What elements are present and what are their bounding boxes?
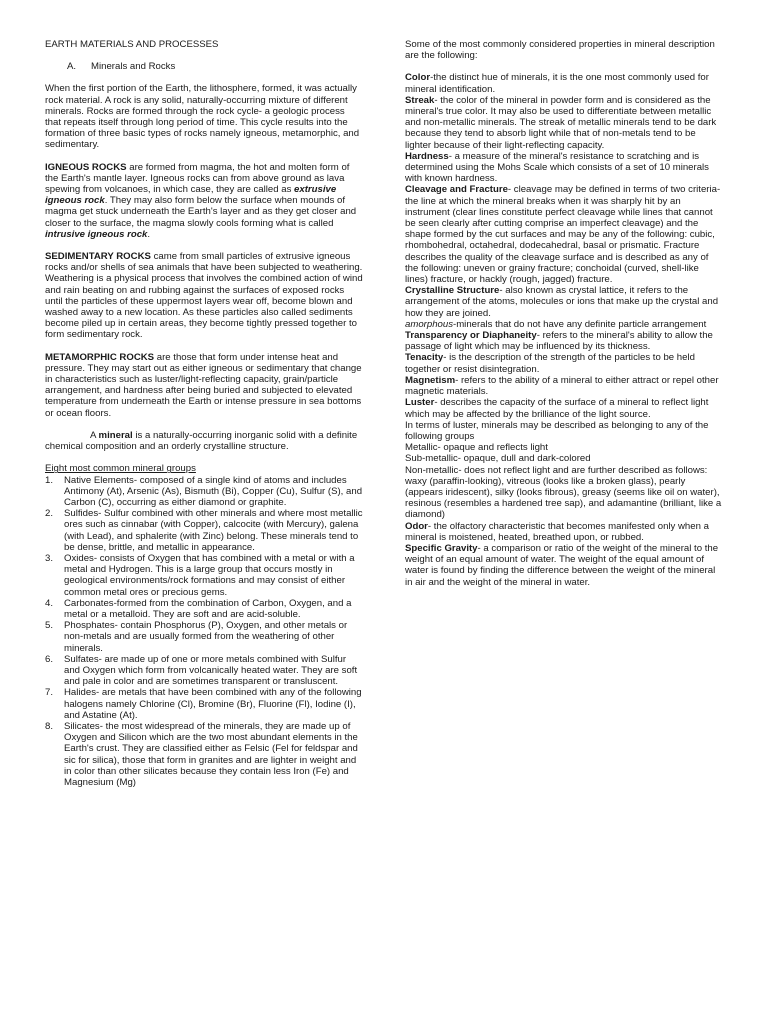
property-text: - a comparison or ratio of the weight of the mineral to the weight of an equal amount of water. The weight of the equal amount of water is found by finding the difference between the weight of the mineral in air and the weight of the mineral in water. <box>405 542 719 588</box>
sedimentary-term: SEDIMENTARY ROCKS <box>45 251 151 263</box>
properties-list <box>405 72 723 587</box>
property-text: - cleavage may be defined in terms of two criteria- the line at which the mineral breaks when it was sharply hit by an instrument (clear lines constitute perfect cleavage while lines that cannot be seen clearly after cutting comprise an imperfect cleavage) and the shape formed by the cut surfaces and may be any of the following: cubic, rhombohedral, octahedral, dodecahedral, basal or prismatic. Fracture describes the quality of the cleavage surface and is described as any of the following: uneven or grainy fracture; conchoidal (curved, shell-like lines) fracture, or hackly (rough, jagged) fracture. <box>405 184 721 286</box>
left-column <box>45 39 363 788</box>
property-term: Tenacity <box>405 352 444 364</box>
amorphous-note <box>405 319 723 330</box>
property-text: - also known as crystal lattice, it refers to the arrangement of the atoms, molecules or ions that make up the crystal and how they are joined. <box>405 285 719 319</box>
mineral-text: is a naturally-occurring inorganic solid with a definite chemical composition and an orderly crystalline structure. <box>45 429 358 453</box>
list-number: 5. <box>45 620 54 632</box>
list-item <box>45 508 363 553</box>
igneous-text-3: . <box>147 228 151 240</box>
amorphous-term: amorphous <box>405 318 453 330</box>
luster-groups-intro: In terms of luster, minerals may be described as belonging to any of the following groups <box>405 419 709 442</box>
list-number: 2. <box>45 508 54 520</box>
property-text: - the olfactory characteristic that becomes manifested only when a mineral is moistened, heated, breathed upon, or rubbed. <box>405 520 709 543</box>
section-letter: A. <box>67 61 77 73</box>
property-text: - a measure of the mineral's resistance to scratching and is determined using the Mohs Scale which consists of a set of 10 minerals with known hardness. <box>405 150 709 185</box>
section-heading <box>67 61 363 72</box>
intro-paragraph: When the first portion of the Earth, the lithosphere, formed, it was actually rock material. A rock is any solid, naturally-occurring mixture of different minerals. Rocks are formed through the rock cycle- a geologic process that repeats itself through long period of time. This cycle results into the formation of three basic types of rocks namely igneous, metamorphic, and sedimentary. <box>45 83 360 151</box>
sedimentary-text: came from small particles of extrusive igneous rocks and/or shells of sea animals that have been subjected to weathering. Weathering is a physical process that involves the combined action of wind and rain beating on and rubbing against the surfaces of exposed rocks until the particles of these uppermost layers wear off, become blown and washed away to a new location. As these particles also called sediments become piled up in certain areas, they become tightly pressed together to form sedimentary rock. <box>45 251 363 341</box>
list-item <box>45 553 363 598</box>
igneous-term: IGNEOUS ROCKS <box>45 161 127 173</box>
section-title: Minerals and Rocks <box>91 61 176 73</box>
property-hardness <box>405 151 723 185</box>
metamorphic-text: are those that form under intense heat and pressure. They may start out as either igneous or sedimentary that change in characteristics such as luster/light-reflecting capacity, grain/particle arrangement, and hardness after being buried and subjected to elevated temperature from underneath the Earth or intense pressure in sea bottoms or ocean floors. <box>45 351 362 419</box>
property-term: Specific Gravity <box>405 542 478 554</box>
mineral-definition <box>45 430 363 452</box>
list-item <box>45 598 363 620</box>
intrusive-term: intrusive igneous rock <box>45 228 148 240</box>
list-item-text: Silicates- the most widespread of the minerals, they are made up of Oxygen and Silicon which are the two most abundant elements in the Earth's crust. They are classified either as Felsic (Fel for feldspar and sic for silica), those that form in granites and are lighter in weight and in color than other silicates because they contain less Iron (Fe) and Magnesium (Mg) <box>64 720 358 788</box>
mineral-pre: A <box>90 429 99 441</box>
property-term: Streak <box>405 94 435 106</box>
list-item-text: Native Elements- composed of a single kind of atoms and includes Antimony (At), Arsenic (As), Bismuth (Bi), Copper (Cu), Sulfur (S), and Carbon (C), occurring as either diamond or graphite. <box>64 474 363 508</box>
list-number: 7. <box>45 687 54 699</box>
amorphous-text: -minerals that do not have any definite particle arrangement <box>453 318 707 330</box>
property-term: Hardness <box>405 150 449 162</box>
igneous-paragraph <box>45 162 363 240</box>
property-term: Crystalline Structure <box>405 285 500 297</box>
property-magnetism <box>405 375 723 397</box>
property-luster <box>405 397 723 419</box>
document-title: EARTH MATERIALS AND PROCESSES <box>45 39 219 50</box>
list-item-text: Oxides- consists of Oxygen that has combined with a metal or with a metal and Hydrogen. This is a large group that occurs mostly in geological environments/rock formations and may consist of either common metal ores or precious gems. <box>64 552 355 598</box>
property-text: - describes the capacity of the surface of a mineral to reflect light which may be affected by the brilliance of the light source. <box>405 397 709 420</box>
property-color <box>405 72 723 94</box>
list-item-text: Carbonates-formed from the combination of Carbon, Oxygen, and a metal or a metalloid. They are soft and are acid-soluble. <box>64 597 352 620</box>
igneous-text-1: are formed from magma, the hot and molten form of the Earth's mantle layer. Igneous rocks can from above ground as lava spewing from volcanoes, in which case, they are called as <box>45 161 350 196</box>
extrusive-term: extrusive igneous rock <box>45 184 337 207</box>
property-term: Color <box>405 72 431 84</box>
list-item <box>45 620 363 654</box>
mineral-groups-list <box>45 475 363 789</box>
luster-sub-metallic: Sub-metallic- opaque, dull and dark-colored <box>405 453 591 465</box>
property-term: Cleavage and Fracture <box>405 184 508 196</box>
list-number: 6. <box>45 653 54 665</box>
list-item-text: Sulfides- Sulfur combined with other minerals and where most metallic ores such as cinnabar (with Copper), calcocite (with Mercury), galena (with Lead), and sphalerite (with Zinc) belong. These minerals tend to be dense, brittle, and metallic in appearance. <box>64 508 363 553</box>
list-number: 4. <box>45 597 54 609</box>
metamorphic-paragraph <box>45 352 363 419</box>
list-item-text: Halides- are metals that have been combined with any of the following halogens namely Chlorine (Cl), Bromine (Br), Fluorine (Fl), Iodine (I), and Astatine (At). <box>64 687 362 721</box>
property-text: - is the description of the strength of the particles to be held together or resist disintegration. <box>405 352 695 375</box>
property-crystalline <box>405 285 723 319</box>
property-text: - refers to the ability of a mineral to either attract or repel other magnetic materials. <box>405 374 719 398</box>
property-term: Magnetism <box>405 374 456 386</box>
list-item-text: Phosphates- contain Phosphorus (P), Oxygen, and other metals or non-metals and are usually formed from the weathering of other minerals. <box>64 620 348 654</box>
list-item <box>45 687 363 721</box>
property-term: Odor <box>405 520 428 532</box>
igneous-text-2: . They may also form below the surface when mounds of magma get stuck underneath the Earth's layer and as they get closer and closer to the surface, the magma slowly cools forming what is called <box>45 195 357 229</box>
luster-non-metallic: Non-metallic- does not reflect light and are further described as follows: waxy (paraffin-looking), vitreous (looks like a broken glass), pearly (appears iridescent), silky (looks fibrous), greasy (seems like oil on water), resinous (resembles a hardened tree sap), and adamantine (brilliant, like a diamond) <box>405 464 722 521</box>
property-text: -the distinct hue of minerals, it is the one most commonly used for mineral identification. <box>405 72 709 95</box>
list-item-text: Sulfates- are made up of one or more metals combined with Sulfur and Oxygen which form from volcanically heated water. They are soft and pale in color and are sometimes transparent or transluscent. <box>64 653 358 688</box>
property-text: - refers to the mineral's ability to allow the passage of light which may be influenced by its thickness. <box>405 330 713 353</box>
property-transparency <box>405 330 723 352</box>
list-number: 1. <box>45 474 54 486</box>
property-streak <box>405 95 723 151</box>
sedimentary-paragraph <box>45 251 363 341</box>
right-column <box>405 39 723 588</box>
list-item <box>45 475 363 509</box>
list-number: 8. <box>45 720 54 732</box>
properties-intro: Some of the most commonly considered properties in mineral description are the following: <box>405 39 715 62</box>
mineral-term: mineral <box>98 429 133 441</box>
luster-metallic: Metallic- opaque and reflects light <box>405 442 548 454</box>
property-term: Luster <box>405 397 435 409</box>
list-item <box>45 654 363 688</box>
property-specific-gravity <box>405 543 723 588</box>
groups-heading: Eight most common mineral groups <box>45 463 196 475</box>
property-text: - the color of the mineral in powder form and is considered as the mineral's true color. It may also be used to differentiate between metallic and non-metallic minerals. The streak of metallic minerals tend to be dark because they tend to absorb light while that of non-metals tend to be lighter because of their light-reflecting capacity. <box>405 94 717 151</box>
property-term: Transparency or Diaphaneity <box>405 330 537 342</box>
list-item <box>45 721 363 788</box>
property-odor <box>405 521 723 543</box>
metamorphic-term: METAMORPHIC ROCKS <box>45 351 155 363</box>
property-cleavage <box>405 184 723 285</box>
list-number: 3. <box>45 552 54 564</box>
property-tenacity <box>405 352 723 374</box>
